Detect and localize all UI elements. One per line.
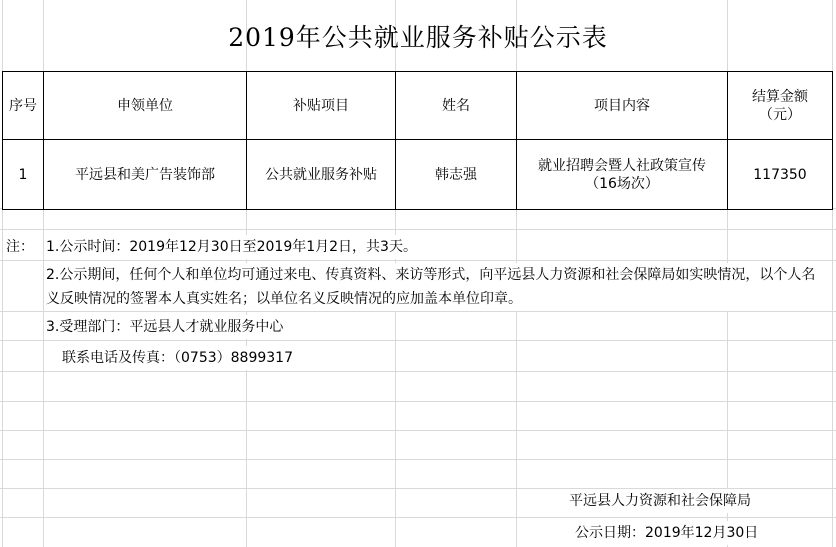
note-3: 3.受理部门：平远县人才就业服务中心 <box>46 315 283 339</box>
header-content: 项目内容 <box>517 72 728 140</box>
cell-item: 公共就业服务补贴 <box>247 140 396 210</box>
subsidy-table <box>2 71 833 210</box>
table-row <box>3 140 833 210</box>
cell-unit: 平远县和美广告装饰部 <box>44 140 247 210</box>
note-label: 注： <box>6 235 34 259</box>
footer-organization: 平远县人力资源和社会保障局 <box>569 489 751 513</box>
footer-date: 公示日期：2019年12月30日 <box>575 521 758 545</box>
header-unit: 申领单位 <box>44 72 247 140</box>
header-name: 姓名 <box>396 72 517 140</box>
page-title: 2019年公共就业服务补贴公示表 <box>228 23 608 52</box>
header-amount: 结算金额（元） <box>728 72 833 140</box>
note-1: 1.公示时间：2019年12月30日至2019年1月2日，共3天。 <box>46 235 417 259</box>
note-2: 2.公示期间，任何个人和单位均可通过来电、传真资料、来访等形式，向平远县人力资源和社会保障局如实映情况，以个人名义反映情况的签署本人真实姓名；以单位名义反映情况的应加盖本单位印章。 <box>46 263 824 311</box>
header-item: 补贴项目 <box>247 72 396 140</box>
contact-line: 联系电话及传真：（0753）8899317 <box>62 346 293 370</box>
cell-content: 就业招聘会暨人社政策宣传（16场次） <box>517 140 728 210</box>
cell-name: 韩志强 <box>396 140 517 210</box>
header-index: 序号 <box>3 72 44 140</box>
cell-amount: 117350 <box>728 140 833 210</box>
table-header-row <box>3 72 833 140</box>
cell-index: 1 <box>3 140 44 210</box>
